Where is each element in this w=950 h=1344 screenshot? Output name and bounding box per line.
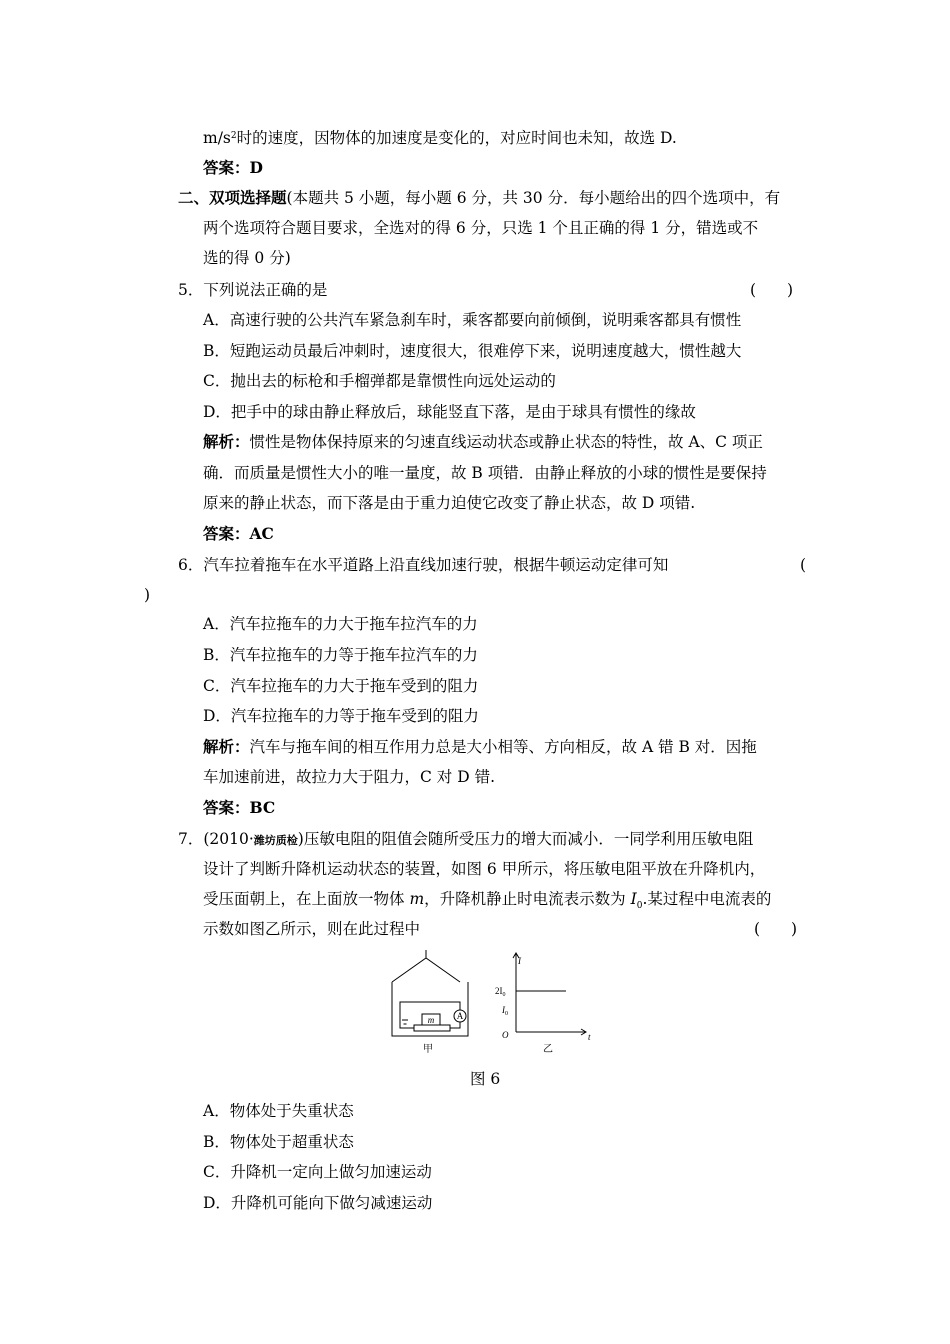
q5-analysis-text: 惯性是物体保持原来的匀速直线运动状态或静止状态的特性，故 A、C 项正: [249, 433, 763, 451]
figure-6: [388, 950, 598, 1060]
tick-I0-main: I: [502, 1005, 505, 1015]
q5-option-a: A．高速行驶的公共汽车紧急刹车时，乘客都要向前倾倒，说明乘客都具有惯性: [203, 311, 742, 329]
prev-analysis-text: 时的速度，因物体的加速度是变化的，对应时间也未知，故选 D.: [236, 129, 677, 147]
q7-text-c: .某过程中电流表的: [642, 890, 772, 908]
q5-option-c: C．抛出去的标枪和手榴弹都是靠惯性向远处运动的: [203, 372, 556, 390]
q7-stem-text: )压敏电阻的阻值会随所受压力的增大而减小．一同学利用压敏电阻: [297, 830, 754, 848]
q6-option-d: D．汽车拉拖车的力等于拖车受到的阻力: [203, 707, 479, 725]
q7-stem-line4: 示数如图乙所示，则在此过程中: [203, 920, 421, 938]
q6-analysis-line2: 车加速前进，故拉力大于阻力，C 对 D 错.: [203, 768, 495, 786]
q6-paren-close: ): [144, 586, 151, 604]
q5-option-b: B．短跑运动员最后冲刺时，速度很大，很难停下来，说明速度越大，惯性越大: [203, 342, 742, 360]
tick-2I0-sub: 0: [502, 992, 506, 998]
x-axis-label: t: [588, 1032, 591, 1042]
pressure-resistor: [414, 1025, 450, 1031]
origin-label: O: [502, 1030, 509, 1040]
graph-caption-yi: 乙: [543, 1044, 553, 1055]
q6-option-c: C．汽车拉拖车的力大于拖车受到的阻力: [203, 677, 479, 695]
section2-line1: [178, 188, 780, 208]
q7-option-b: B．物体处于超重状态: [203, 1133, 354, 1151]
q7-current-symbol: I: [630, 890, 637, 908]
unit-exponent: 2: [230, 131, 237, 141]
q5-analysis-line1: [203, 432, 763, 452]
mass-label: m: [427, 1015, 435, 1025]
q7-text-a: 受压面朝上，在上面放一物体: [203, 890, 410, 908]
q7-option-a: A．物体处于失重状态: [203, 1102, 354, 1120]
figure-caption: 图 6: [470, 1070, 501, 1088]
unit-text: m/s: [203, 129, 231, 147]
prev-answer: 答案：D: [203, 158, 263, 177]
q7-prefix: 7．(2010·: [178, 830, 254, 848]
section2-instructions: (本题共 5 小题，每小题 6 分，共 30 分．每小题给出的四个选项中，有: [286, 189, 781, 207]
q7-stem-line2: 设计了判断升降机运动状态的装置，如图 6 甲所示，将压敏电阻平放在升降机内，: [203, 860, 766, 878]
q6-analysis-text: 汽车与拖车间的相互作用力总是大小相等、方向相反，故 A 错 B 对．因拖: [249, 738, 757, 756]
elevator-roof: [392, 958, 460, 982]
q7-stem-line1: [178, 829, 753, 851]
q5-answer: 答案：AC: [203, 524, 274, 543]
q7-text-b: ，升降机静止时电流表示数为: [424, 890, 631, 908]
ammeter-label: A: [456, 1011, 464, 1021]
q5-answer-blank: ( ): [750, 281, 794, 299]
tick-I0-sub: 0: [505, 1011, 508, 1017]
q6-stem: 6．汽车拉着拖车在水平道路上沿直线加速行驶，根据牛顿运动定律可知: [178, 556, 669, 574]
q5-analysis-line3: 原来的静止状态，而下落是由于重力迫使它改变了静止状态，故 D 项错.: [203, 494, 696, 512]
section2-line3: 选的得 0 分): [203, 249, 291, 267]
q5-stem: 5．下列说法正确的是: [178, 281, 328, 299]
q5-analysis-line2: 确．而质量是惯性大小的唯一量度，故 B 项错．由静止释放的小球的惯性是要保持: [203, 464, 767, 482]
q6-analysis-label: 解析：: [203, 737, 250, 756]
q6-paren-open: (: [800, 556, 807, 574]
tick-I0: [501, 1005, 508, 1017]
section2-title: 二、双项选择题: [178, 188, 287, 207]
diagram-caption-jia: 甲: [423, 1044, 433, 1055]
q7-option-c: C．升降机一定向上做匀加速运动: [203, 1163, 432, 1181]
q5-analysis-label: 解析：: [203, 432, 250, 451]
y-axis-label: I: [518, 956, 521, 966]
tick-2I0: [495, 986, 506, 998]
q7-current-subscript: 0: [636, 901, 643, 912]
section2-line2: 两个选项符合题目要求，全选对的得 6 分，只选 1 个且正确的得 1 分，错选或不: [203, 219, 759, 237]
q7-mass-symbol: m: [409, 890, 425, 908]
q6-option-a: A．汽车拉拖车的力大于拖车拉汽车的力: [203, 615, 478, 633]
tick-2I0-main: 2I: [495, 986, 503, 996]
q7-answer-blank: ( ): [754, 920, 798, 938]
q6-answer: 答案：BC: [203, 798, 276, 817]
q6-analysis-line1: [203, 737, 757, 757]
prev-analysis-line: [203, 128, 677, 148]
current-graph: [513, 953, 586, 1035]
q6-option-b: B．汽车拉拖车的力等于拖车拉汽车的力: [203, 646, 478, 664]
q7-source: 潍坊质检: [253, 834, 298, 847]
q5-option-d: D．把手中的球由静止释放后，球能竖直下落，是由于球具有惯性的缘故: [203, 403, 696, 421]
q7-option-d: D．升降机可能向下做匀减速运动: [203, 1194, 433, 1212]
q7-stem-line3: [203, 889, 771, 916]
